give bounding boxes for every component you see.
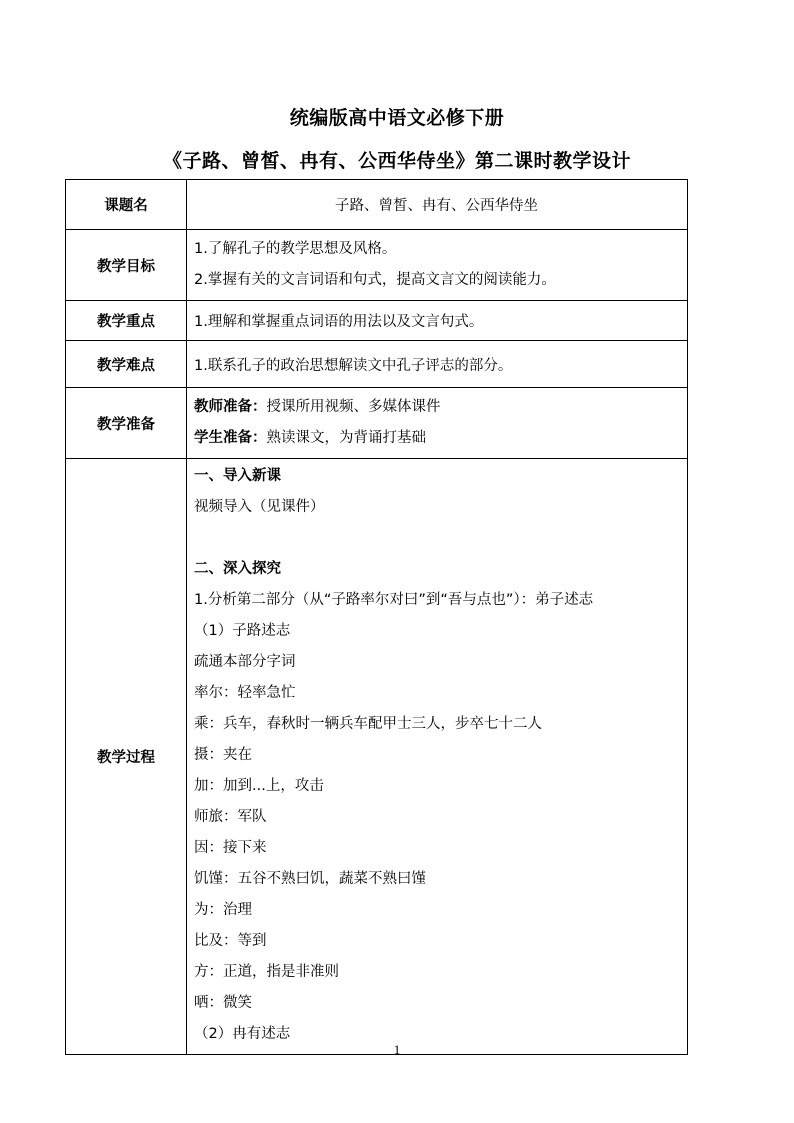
- process-line: 哂：微笑: [194, 995, 252, 1011]
- goals-cell: [187, 230, 688, 301]
- process-line: 师旅：军队: [194, 809, 267, 825]
- process-line: （1）子路述志: [194, 623, 291, 639]
- goals-label: 教学目标: [66, 230, 187, 301]
- process-line: 因：接下来: [194, 840, 267, 856]
- blank-line: [194, 523, 679, 554]
- process-line: 摄：夹在: [194, 747, 252, 763]
- process-line: 比及：等到: [194, 933, 267, 949]
- topic-label: 课题名: [66, 180, 187, 230]
- table-row-topic: [66, 180, 688, 230]
- page-number: 1: [393, 1042, 401, 1057]
- process-line: 饥馑：五谷不熟曰饥，蔬菜不熟曰馑: [194, 871, 426, 887]
- process-line: 率尔：轻率急忙: [194, 685, 296, 701]
- table-row-difficulties: [66, 341, 688, 388]
- difficulties-value: 1.联系孔子的政治思想解读文中孔子评志的部分。: [187, 341, 688, 388]
- goal-item: 1.了解孔子的教学思想及风格。: [194, 241, 397, 257]
- process-line: 加：加到...上，攻击: [194, 778, 324, 794]
- process-line: 视频导入（见课件）: [194, 499, 325, 515]
- goal-item: 2.掌握有关的文言词语和句式，提高文言文的阅读能力。: [194, 272, 556, 288]
- table-row-goals: [66, 230, 688, 301]
- table-row-preparation: [66, 388, 688, 459]
- key-points-value: 1.理解和掌握重点词语的用法以及文言句式。: [187, 301, 688, 341]
- teacher-preparation: [194, 392, 679, 423]
- student-preparation-label: 学生准备：: [194, 430, 267, 446]
- process-line: 为：治理: [194, 902, 252, 918]
- table-row-process: [66, 459, 688, 1055]
- section-heading: 二、深入探究: [194, 561, 281, 577]
- process-label: 教学过程: [66, 459, 187, 1055]
- document-title: 统编版高中语文必修下册: [289, 107, 505, 129]
- table-row-key-points: [66, 301, 688, 341]
- preparation-cell: [187, 388, 688, 459]
- document-subtitle: 《子路、曾皙、冉有、公西华侍坐》第二课时教学设计: [162, 150, 631, 172]
- teacher-preparation-label: 教师准备：: [194, 399, 267, 415]
- process-cell: [187, 459, 688, 1055]
- topic-value: 子路、曾皙、冉有、公西华侍坐: [187, 180, 688, 230]
- key-points-label: 教学重点: [66, 301, 187, 341]
- lesson-plan-table: [65, 179, 688, 1055]
- process-line: （2）冉有述志: [194, 1026, 291, 1042]
- student-preparation-value: 熟读课文，为背诵打基础: [266, 430, 426, 446]
- process-line: 方：正道，指是非准则: [194, 964, 339, 980]
- student-preparation: [194, 423, 679, 454]
- section-heading: 一、导入新课: [194, 468, 281, 484]
- process-line: 1.分析第二部分（从“子路率尔对曰”到“吾与点也”）：弟子述志: [194, 592, 594, 608]
- difficulties-label: 教学难点: [66, 341, 187, 388]
- process-line: 乘：兵车，春秋时一辆兵车配甲士三人，步卒七十二人: [194, 716, 542, 732]
- process-line: 疏通本部分字词: [194, 654, 296, 670]
- teacher-preparation-value: 授课所用视频、多媒体课件: [266, 399, 441, 415]
- preparation-label: 教学准备: [66, 388, 187, 459]
